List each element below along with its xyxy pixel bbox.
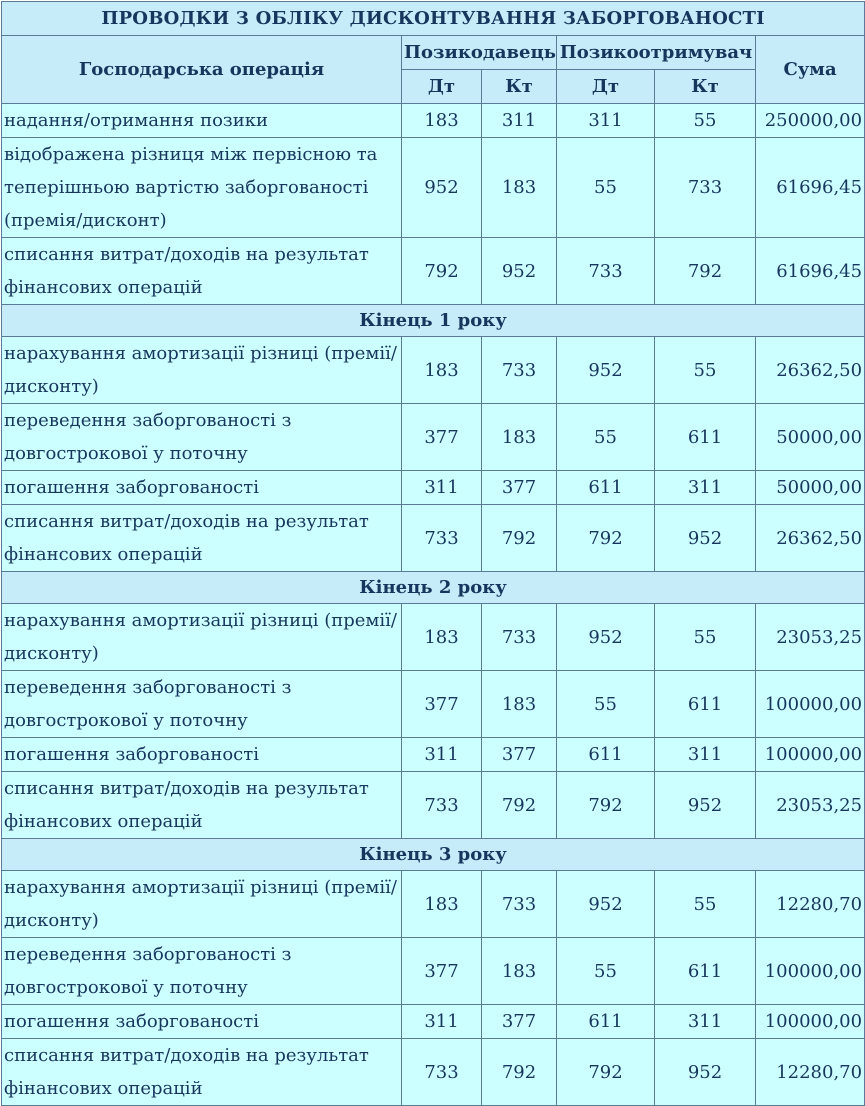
lender-credit-cell: 377 [482, 471, 557, 505]
borrower-credit-cell: 55 [655, 337, 756, 404]
section-row [2, 839, 865, 871]
borrower-credit-cell: 952 [655, 772, 756, 839]
borrower-debit-cell: 792 [557, 505, 655, 572]
table-row [2, 871, 865, 938]
operation-cell: списання витрат/доходів на результат фінансових операцій [2, 238, 402, 305]
lender-credit-cell: 377 [482, 738, 557, 772]
borrower-debit-cell: 611 [557, 1005, 655, 1039]
lender-debit-cell: 183 [402, 337, 482, 404]
lender-debit-cell: 183 [402, 871, 482, 938]
borrower-credit-cell: 311 [655, 738, 756, 772]
lender-debit-cell: 183 [402, 604, 482, 671]
borrower-debit-cell: 55 [557, 671, 655, 738]
table-row [2, 671, 865, 738]
borrower-debit-cell: 311 [557, 104, 655, 138]
operation-cell: погашення заборгованості [2, 471, 402, 505]
table-title: ПРОВОДКИ З ОБЛІКУ ДИСКОНТУВАННЯ ЗАБОРГОВАНОСТІ [2, 2, 865, 36]
amount-cell: 50000,00 [756, 471, 865, 505]
table-row [2, 337, 865, 404]
amount-cell: 12280,70 [756, 1039, 865, 1106]
amount-cell: 50000,00 [756, 404, 865, 471]
table-row [2, 404, 865, 471]
operation-cell: переведення заборгованості з довгострокової у поточну [2, 671, 402, 738]
lender-debit-cell: 792 [402, 238, 482, 305]
borrower-credit-cell: 611 [655, 671, 756, 738]
lender-credit-cell: 377 [482, 1005, 557, 1039]
header-lender-debit: Дт [402, 70, 482, 104]
lender-credit-cell: 792 [482, 505, 557, 572]
section-label: Кінець 2 року [2, 572, 865, 604]
operation-cell: погашення заборгованості [2, 738, 402, 772]
table-row [2, 738, 865, 772]
table-row [2, 772, 865, 839]
table-row [2, 505, 865, 572]
borrower-credit-cell: 55 [655, 104, 756, 138]
lender-debit-cell: 311 [402, 1005, 482, 1039]
table-row [2, 604, 865, 671]
operation-cell: нарахування амортизації різниці (премії/дисконту) [2, 871, 402, 938]
header-amount: Сума [756, 36, 865, 104]
borrower-debit-cell: 952 [557, 604, 655, 671]
header-lender: Позикодавець [402, 36, 557, 70]
amount-cell: 61696,45 [756, 138, 865, 238]
borrower-debit-cell: 55 [557, 404, 655, 471]
table-body [2, 104, 865, 1106]
borrower-credit-cell: 792 [655, 238, 756, 305]
header-operation: Господарська операція [2, 36, 402, 104]
table-row [2, 138, 865, 238]
table-header [2, 2, 865, 104]
lender-credit-cell: 952 [482, 238, 557, 305]
section-row [2, 305, 865, 337]
table-row [2, 238, 865, 305]
lender-credit-cell: 183 [482, 671, 557, 738]
borrower-debit-cell: 55 [557, 938, 655, 1005]
borrower-debit-cell: 792 [557, 1039, 655, 1106]
header-borrower: Позикоотримувач [557, 36, 756, 70]
amount-cell: 23053,25 [756, 772, 865, 839]
operation-cell: погашення заборгованості [2, 1005, 402, 1039]
borrower-credit-cell: 311 [655, 471, 756, 505]
borrower-debit-cell: 611 [557, 738, 655, 772]
borrower-credit-cell: 55 [655, 604, 756, 671]
amount-cell: 23053,25 [756, 604, 865, 671]
borrower-debit-cell: 792 [557, 772, 655, 839]
lender-debit-cell: 733 [402, 772, 482, 839]
borrower-debit-cell: 952 [557, 337, 655, 404]
header-borrower-debit: Дт [557, 70, 655, 104]
borrower-credit-cell: 55 [655, 871, 756, 938]
amount-cell: 100000,00 [756, 738, 865, 772]
section-row [2, 572, 865, 604]
section-label: Кінець 3 року [2, 839, 865, 871]
operation-cell: списання витрат/доходів на результат фінансових операцій [2, 1039, 402, 1106]
amount-cell: 61696,45 [756, 238, 865, 305]
lender-credit-cell: 733 [482, 871, 557, 938]
amount-cell: 26362,50 [756, 505, 865, 572]
lender-debit-cell: 311 [402, 738, 482, 772]
operation-cell: списання витрат/доходів на результат фінансових операцій [2, 772, 402, 839]
lender-debit-cell: 733 [402, 1039, 482, 1106]
borrower-credit-cell: 952 [655, 1039, 756, 1106]
amount-cell: 12280,70 [756, 871, 865, 938]
lender-credit-cell: 183 [482, 138, 557, 238]
lender-credit-cell: 733 [482, 604, 557, 671]
amount-cell: 100000,00 [756, 1005, 865, 1039]
operation-cell: списання витрат/доходів на результат фінансових операцій [2, 505, 402, 572]
lender-credit-cell: 792 [482, 1039, 557, 1106]
amount-cell: 100000,00 [756, 671, 865, 738]
lender-debit-cell: 377 [402, 671, 482, 738]
amount-cell: 26362,50 [756, 337, 865, 404]
lender-debit-cell: 377 [402, 938, 482, 1005]
discounting-entries-table [1, 1, 865, 1106]
borrower-credit-cell: 952 [655, 505, 756, 572]
header-lender-credit: Кт [482, 70, 557, 104]
borrower-debit-cell: 611 [557, 471, 655, 505]
borrower-credit-cell: 733 [655, 138, 756, 238]
operation-cell: надання/отримання позики [2, 104, 402, 138]
operation-cell: відображена різниця між первісною та теперішньою вартістю заборгованості (премія/дисконт) [2, 138, 402, 238]
lender-credit-cell: 733 [482, 337, 557, 404]
borrower-debit-cell: 733 [557, 238, 655, 305]
lender-debit-cell: 183 [402, 104, 482, 138]
header-borrower-credit: Кт [655, 70, 756, 104]
lender-debit-cell: 733 [402, 505, 482, 572]
table-row [2, 104, 865, 138]
lender-credit-cell: 792 [482, 772, 557, 839]
amount-cell: 250000,00 [756, 104, 865, 138]
operation-cell: нарахування амортизації різниці (премії/дисконту) [2, 604, 402, 671]
lender-credit-cell: 183 [482, 404, 557, 471]
lender-debit-cell: 952 [402, 138, 482, 238]
borrower-credit-cell: 611 [655, 404, 756, 471]
borrower-debit-cell: 55 [557, 138, 655, 238]
operation-cell: переведення заборгованості з довгострокової у поточну [2, 404, 402, 471]
lender-credit-cell: 311 [482, 104, 557, 138]
table-row [2, 1005, 865, 1039]
borrower-credit-cell: 611 [655, 938, 756, 1005]
operation-cell: переведення заборгованості з довгострокової у поточну [2, 938, 402, 1005]
lender-credit-cell: 183 [482, 938, 557, 1005]
amount-cell: 100000,00 [756, 938, 865, 1005]
borrower-credit-cell: 311 [655, 1005, 756, 1039]
table-row [2, 1039, 865, 1106]
table-row [2, 471, 865, 505]
section-label: Кінець 1 року [2, 305, 865, 337]
operation-cell: нарахування амортизації різниці (премії/дисконту) [2, 337, 402, 404]
lender-debit-cell: 311 [402, 471, 482, 505]
borrower-debit-cell: 952 [557, 871, 655, 938]
lender-debit-cell: 377 [402, 404, 482, 471]
table-row [2, 938, 865, 1005]
